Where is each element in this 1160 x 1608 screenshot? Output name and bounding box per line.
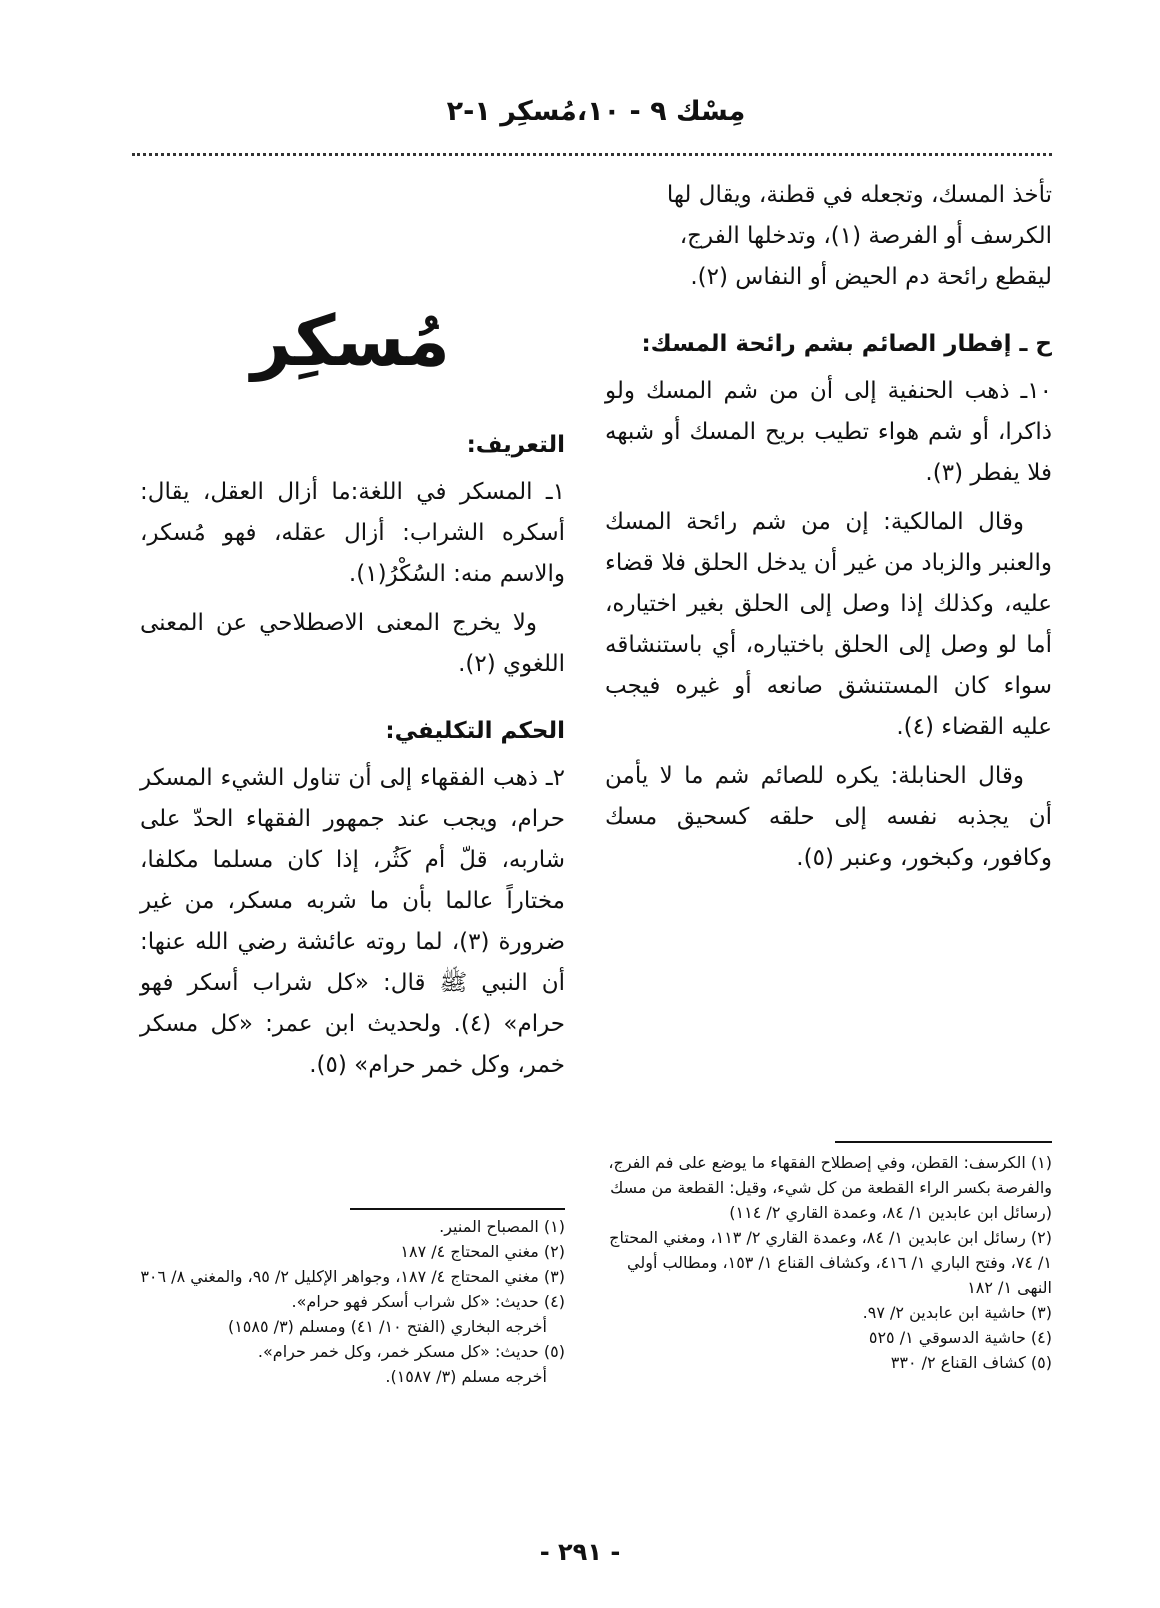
right-column xyxy=(605,175,1052,887)
paragraph-2: ٢ـ ذهب الفقهاء إلى أن تناول الشيء المسكر حرام، ويجب عند جمهور الفقهاء الحدّ على شاربه، قلّ أم كَثُر، إذا كان مسلما مكلفا، مختاراً عالما بأن ما شربه مسكر، من غير ضرورة (٣)، لما روته عائشة رضي الله عنها: أن النبي ﷺ قال: «كل شراب أسكر فهو حرام» (٤). ولحديث ابن عمر: «كل مسكر خمر، وكل خمر حرام» (٥). xyxy=(140,765,565,1078)
paragraph-1: ١ـ المسكر في اللغة:ما أزال العقل، يقال: أسكره الشراب: أزال عقله، فهو مُسكر، والاسم منه: السُكْرُ(١). xyxy=(140,479,565,587)
footnote: (٥) كشاف القناع ٢/ ٣٣٠ xyxy=(890,1353,1052,1372)
footnote: (٣) مغني المحتاج ٤/ ١٨٧، وجواهر الإكليل ٢/ ٩٥، والمغني ٨/ ٣٠٦ xyxy=(140,1267,565,1286)
intro-line-3: ليقطع رائحة دم الحيض أو النفاس (٢). xyxy=(690,264,1052,290)
footnotes-right xyxy=(605,1150,1052,1375)
intro-line-2: الكرسف أو الفرصة (١)، وتدخلها الفرج، xyxy=(679,223,1052,249)
paragraph-hanbali: وقال الحنابلة: يكره للصائم شم ما لا يأمن أن يجذبه نفسه إلى حلقه كسحيق مسك وكافور، وكبخور، وعنبر (٥). xyxy=(605,763,1052,871)
footnote: (٥) حديث: «كل مسكر خمر، وكل خمر حرام». xyxy=(257,1342,565,1361)
ruling-subhead: الحكم التكليفي: xyxy=(385,718,565,744)
entry-title: مُسكِر xyxy=(251,300,450,382)
footnote: (١) الكرسف: القطن، وفي إصطلاح الفقهاء ما يوضع على فم الفرج، والفرصة بكسر الراء القطعة من كل شيء، وقيل: القطعة من مسك (رسائل ابن عابدين ١/ ٨٤، وعمدة القاري ٢/ ١١٤) xyxy=(608,1153,1052,1222)
footnote: (٢) مغني المحتاج ٤/ ١٨٧ xyxy=(400,1242,565,1261)
footnote: (٣) حاشية ابن عابدين ٢/ ٩٧. xyxy=(862,1303,1052,1322)
footnote-source: أخرجه البخاري (الفتح ١٠/ ٤١) ومسلم (٣/ ١٥٨٥) xyxy=(227,1317,547,1336)
footnote-source: أخرجه مسلم (٣/ ١٥٨٧). xyxy=(385,1367,547,1386)
intro-line-1: تأخذ المسك، وتجعله في قطنة، ويقال لها xyxy=(666,182,1052,208)
footnote: (٤) حاشية الدسوقي ١/ ٥٢٥ xyxy=(868,1328,1052,1347)
footnotes-left xyxy=(135,1214,565,1389)
section-subhead-ha: ح ـ إفطار الصائم بشم رائحة المسك: xyxy=(641,331,1052,357)
footnote-rule-left xyxy=(350,1208,565,1210)
paragraph-maliki: وقال المالكية: إن من شم رائحة المسك والعنبر والزباد من غير أن يدخل الحلق فلا قضاء عليه، وكذلك إذا وصل إلى الحلق بغير اختياره، أما لو وصل إلى الحلق باختياره، أي باستنشاقه سواء كان المستنشق صانعه أو غيره فيجب عليه القضاء (٤). xyxy=(605,509,1052,740)
page-number: - ٢٩١ - xyxy=(539,1538,621,1566)
paragraph-1b: ولا يخرج المعنى الاصطلاحي عن المعنى اللغوي (٢). xyxy=(140,610,565,677)
header-dotted-rule xyxy=(132,153,1052,156)
footnote: (٤) حديث: «كل شراب أسكر فهو حرام». xyxy=(291,1292,565,1311)
footnote: (٢) رسائل ابن عابدين ١/ ٨٤، وعمدة القاري ٢/ ١١٣، ومغني المحتاج ١/ ٧٤، وفتح الباري ١/ ٤١٦، وكشاف القناع ١/ ١٥٣، ومطالب أولي النهى ١/ ١٨٢ xyxy=(609,1228,1052,1297)
footnote-rule-right xyxy=(835,1141,1052,1143)
left-column xyxy=(140,425,565,1094)
footnote: (١) المصباح المنير. xyxy=(439,1217,565,1236)
definition-subhead: التعريف: xyxy=(466,432,565,458)
running-header: مِسْك ٩ - ١٠،مُسكِر ١-٢ xyxy=(446,96,746,127)
paragraph-10: ١٠ـ ذهب الحنفية إلى أن من شم المسك ولو ذاكرا، أو شم هواء تطيب بريح المسك أو شبهه فلا يفطر (٣). xyxy=(605,378,1052,486)
